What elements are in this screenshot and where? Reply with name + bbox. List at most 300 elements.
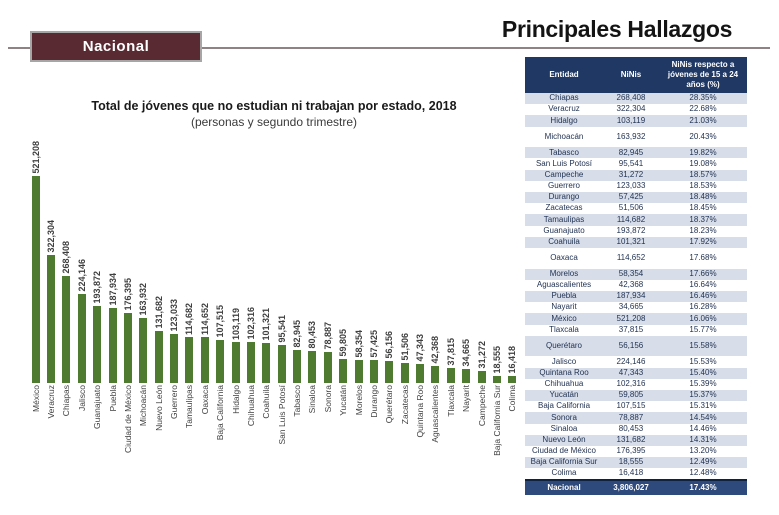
table-row xyxy=(525,356,747,367)
chart-column xyxy=(397,333,412,383)
chart-title: Total de jóvenes que no estudian ni trabajan por estado, 2018 xyxy=(91,99,457,113)
x-axis-label: Ciudad de México xyxy=(122,385,133,454)
bar-value-label: 114,652 xyxy=(199,302,210,335)
cell-entidad: Jalisco xyxy=(551,356,577,366)
x-axis-label: Oaxaca xyxy=(199,385,210,415)
chart-column xyxy=(43,220,58,383)
x-axis-label: Tabasco xyxy=(292,385,303,417)
bar xyxy=(262,343,270,383)
column-header-pct: NiNis respecto a jóvenes de 15 a 24 años (%) xyxy=(659,57,747,93)
table-row xyxy=(525,379,747,390)
cell-entidad: Oaxaca xyxy=(550,252,578,262)
bar-value-label: 101,321 xyxy=(261,308,272,341)
x-label-cell xyxy=(43,385,58,419)
cell-ninis: 521,208 xyxy=(603,313,659,324)
bar-value-label: 103,119 xyxy=(230,307,241,340)
chart-column xyxy=(305,321,320,383)
cell-ninis: 47,343 xyxy=(603,368,659,379)
table-row xyxy=(525,446,747,457)
cell-pct: 18.48% xyxy=(659,192,747,203)
bar xyxy=(416,364,424,383)
cell-ninis: 193,872 xyxy=(616,225,646,235)
nacional-banner xyxy=(30,31,202,62)
x-label-cell xyxy=(382,385,397,423)
table-row xyxy=(525,291,747,302)
bar-value-label: 37,815 xyxy=(445,338,456,366)
bar xyxy=(462,369,470,383)
column-header-entidad: Entidad xyxy=(525,57,603,93)
x-label-cell xyxy=(412,385,427,437)
x-label-cell xyxy=(428,385,443,443)
chart-column xyxy=(366,330,381,383)
x-axis-label: Jalisco xyxy=(76,385,87,411)
cell-entidad: Nuevo León xyxy=(525,435,603,446)
bar xyxy=(447,368,455,383)
cell-pct: 15.77% xyxy=(689,324,717,334)
cell-ninis: 82,945 xyxy=(603,147,659,158)
cell-pct: 21.03% xyxy=(659,115,747,126)
bar-value-label: 102,316 xyxy=(245,307,256,340)
bar-value-label: 57,425 xyxy=(368,330,379,358)
x-axis-label: Sinaloa xyxy=(307,385,318,414)
cell-entidad: Yucatán xyxy=(525,390,603,401)
cell-entidad: San Luis Potosí xyxy=(535,158,593,168)
chart-column xyxy=(59,241,74,383)
x-label-cell xyxy=(336,385,351,416)
cell-entidad: Coahuila xyxy=(525,237,603,248)
x-label-cell xyxy=(489,385,504,456)
cell-ninis: 95,541 xyxy=(618,158,644,168)
bar-value-label: 187,934 xyxy=(107,273,118,306)
x-axis-label: Yucatán xyxy=(338,385,349,416)
table-row xyxy=(525,147,747,158)
bar xyxy=(201,337,209,383)
x-label-cell xyxy=(166,385,181,419)
bar xyxy=(216,340,224,383)
x-axis-label: Zacatecas xyxy=(399,385,410,425)
bar-value-label: 224,146 xyxy=(76,259,87,292)
table-row xyxy=(525,280,747,291)
table-row xyxy=(525,457,747,468)
table-row xyxy=(525,401,747,412)
cell-ninis: 107,515 xyxy=(616,401,646,411)
x-axis-label: Chihuahua xyxy=(245,385,256,427)
x-label-cell xyxy=(59,385,74,416)
cell-ninis: 31,272 xyxy=(603,170,659,181)
x-label-cell xyxy=(136,385,151,426)
bar-value-label: 59,805 xyxy=(338,329,349,357)
cell-entidad: Colima xyxy=(551,468,577,478)
chart-column xyxy=(228,308,243,383)
chart-column xyxy=(197,303,212,383)
bar-value-label: 123,033 xyxy=(169,299,180,332)
cell-entidad: Quintana Roo xyxy=(525,368,603,379)
cell-entidad: Querétaro xyxy=(525,336,603,357)
footer-ninis: 3,806,027 xyxy=(603,480,659,495)
cell-pct: 18.53% xyxy=(689,181,717,191)
cell-ninis: 163,932 xyxy=(616,131,646,141)
table-row xyxy=(525,214,747,225)
cell-entidad: Baja California Sur xyxy=(525,457,603,468)
cell-entidad: Puebla xyxy=(525,291,603,302)
chart-column xyxy=(289,320,304,383)
cell-pct: 17.68% xyxy=(689,252,717,262)
cell-pct: 19.08% xyxy=(689,158,717,168)
cell-entidad: Ciudad de México xyxy=(531,446,597,456)
cell-ninis: 80,453 xyxy=(618,423,644,433)
bar xyxy=(47,255,55,383)
bar xyxy=(247,342,255,383)
x-axis-label: San Luis Potosí xyxy=(276,385,287,445)
findings-table xyxy=(525,57,747,495)
cell-pct: 16.46% xyxy=(659,291,747,302)
x-label-cell xyxy=(243,385,258,426)
cell-entidad: Tamaulipas xyxy=(525,214,603,225)
chart-column xyxy=(336,329,351,383)
cell-pct: 15.37% xyxy=(659,390,747,401)
cell-entidad: Tabasco xyxy=(525,147,603,158)
x-axis-label: Colima xyxy=(507,385,518,412)
cell-ninis: 42,368 xyxy=(618,280,644,290)
cell-pct: 18.23% xyxy=(689,225,717,235)
x-label-cell xyxy=(474,385,489,426)
x-axis-label: Quintana Roo xyxy=(415,385,426,438)
chart-column xyxy=(351,330,366,383)
cell-pct: 17.92% xyxy=(659,237,747,248)
chart-column xyxy=(505,346,520,383)
cell-ninis: 51,506 xyxy=(618,203,644,213)
bar xyxy=(401,363,409,383)
x-axis-label: México xyxy=(30,385,41,412)
cell-ninis: 59,805 xyxy=(603,390,659,401)
table-row xyxy=(525,368,747,379)
x-label-cell xyxy=(351,385,366,415)
x-axis-label: Sonora xyxy=(322,385,333,413)
bar-value-label: 16,418 xyxy=(507,346,518,374)
cell-entidad: Guerrero xyxy=(547,181,580,191)
x-label-cell xyxy=(213,385,228,440)
x-axis-label: Baja California xyxy=(215,385,226,441)
cell-ninis: 131,682 xyxy=(603,435,659,446)
cell-ninis: 322,304 xyxy=(616,104,646,114)
table-row xyxy=(525,115,747,126)
table-header-row xyxy=(525,57,747,93)
bar xyxy=(324,352,332,383)
cell-ninis: 102,316 xyxy=(616,379,646,389)
table-row xyxy=(525,237,747,248)
chart-column xyxy=(213,305,228,383)
chart-xlabels xyxy=(28,385,520,467)
chart-subtitle: (personas y segundo trimestre) xyxy=(190,115,358,129)
cell-pct: 14.54% xyxy=(659,412,747,423)
bar-value-label: 107,515 xyxy=(215,305,226,338)
nacional-banner-label: Nacional xyxy=(82,38,150,55)
chart-column xyxy=(259,308,274,383)
x-axis-label: Coahuila xyxy=(261,385,272,419)
table-row xyxy=(525,468,747,480)
cell-entidad: Durango xyxy=(525,192,603,203)
cell-ninis: 268,408 xyxy=(603,93,659,104)
cell-pct: 16.28% xyxy=(689,302,717,312)
table-row xyxy=(525,269,747,280)
x-label-cell xyxy=(320,385,335,412)
table-footer-row xyxy=(525,480,747,495)
table-row xyxy=(525,158,747,169)
bar-value-label: 521,208 xyxy=(30,141,41,174)
cell-ninis: 123,033 xyxy=(616,181,646,191)
cell-ninis: 56,156 xyxy=(603,336,659,357)
cell-ninis: 187,934 xyxy=(603,291,659,302)
x-label-cell xyxy=(151,385,166,431)
chart-column xyxy=(459,339,474,383)
cell-ninis: 18,555 xyxy=(603,457,659,468)
bar xyxy=(170,334,178,383)
bar-value-label: 47,343 xyxy=(415,334,426,362)
chart-column xyxy=(120,278,135,383)
cell-entidad: Aguascalientes xyxy=(536,280,592,290)
page-title: Principales Hallazgos xyxy=(501,16,733,42)
bar xyxy=(93,306,101,383)
chart-column xyxy=(428,336,443,383)
x-label-cell xyxy=(182,385,197,428)
bar xyxy=(293,350,301,383)
cell-entidad: Chihuahua xyxy=(544,379,584,389)
cell-entidad: Hidalgo xyxy=(525,115,603,126)
cell-pct: 12.49% xyxy=(659,457,747,468)
bar xyxy=(370,360,378,383)
bar-value-label: 82,945 xyxy=(292,320,303,348)
cell-entidad: Morelos xyxy=(525,269,603,280)
x-label-cell xyxy=(274,385,289,445)
cell-entidad: Chiapas xyxy=(525,93,603,104)
x-label-cell xyxy=(459,385,474,412)
x-axis-label: Veracruz xyxy=(46,385,57,419)
bar-value-label: 193,872 xyxy=(92,271,103,304)
x-label-cell xyxy=(289,385,304,417)
bar-value-label: 34,665 xyxy=(461,339,472,367)
bar xyxy=(124,313,132,383)
cell-entidad: Veracruz xyxy=(548,104,580,114)
x-label-cell xyxy=(228,385,243,414)
x-axis-label: Tlaxcala xyxy=(445,385,456,417)
cell-pct: 28.35% xyxy=(659,93,747,104)
bar-value-label: 42,368 xyxy=(430,336,441,364)
chart-column xyxy=(28,141,43,383)
table-row xyxy=(525,313,747,324)
chart-column xyxy=(489,346,504,383)
x-label-cell xyxy=(74,385,89,411)
cell-pct: 18.57% xyxy=(659,170,747,181)
bar-value-label: 78,887 xyxy=(322,322,333,350)
table-row xyxy=(525,336,747,357)
chart-column xyxy=(382,331,397,383)
chart-column xyxy=(74,259,89,383)
table-row xyxy=(525,104,747,115)
bar xyxy=(493,376,501,383)
x-axis-label: Baja California Sur xyxy=(491,385,502,456)
table-row xyxy=(525,390,747,401)
cell-pct: 14.46% xyxy=(689,423,717,433)
chart-plot xyxy=(28,133,520,383)
table-body xyxy=(525,93,747,480)
cell-ninis: 58,354 xyxy=(603,269,659,280)
x-label-cell xyxy=(505,385,520,411)
x-label-cell xyxy=(305,385,320,413)
table-row xyxy=(525,412,747,423)
cell-entidad: Sinaloa xyxy=(550,423,578,433)
x-label-cell xyxy=(197,385,212,414)
chart-column xyxy=(274,315,289,383)
chart-column xyxy=(412,334,427,383)
chart-column xyxy=(151,296,166,383)
cell-entidad: México xyxy=(525,313,603,324)
cell-pct: 18.37% xyxy=(659,214,747,225)
table-row xyxy=(525,226,747,237)
bar xyxy=(155,331,163,383)
cell-ninis: 114,652 xyxy=(616,252,646,262)
x-axis-label: Chiapas xyxy=(61,385,72,417)
table-row xyxy=(525,424,747,435)
chart-column xyxy=(105,273,120,383)
x-axis-label: Puebla xyxy=(107,385,118,412)
cell-ninis: 34,665 xyxy=(618,302,644,312)
cell-entidad: Tlaxcala xyxy=(549,324,579,334)
chart-column xyxy=(166,299,181,383)
cell-ninis: 103,119 xyxy=(603,115,659,126)
cell-ninis: 114,682 xyxy=(603,214,659,225)
bar-value-label: 176,395 xyxy=(122,278,133,311)
cell-pct: 15.53% xyxy=(689,356,717,366)
bar xyxy=(232,342,240,383)
cell-ninis: 101,321 xyxy=(603,237,659,248)
x-axis-label: Tamaulipas xyxy=(184,385,195,428)
bar xyxy=(278,345,286,383)
table-row xyxy=(525,203,747,214)
x-label-cell xyxy=(105,385,120,411)
chart-column xyxy=(474,341,489,383)
cell-entidad: Michoacán xyxy=(544,131,584,141)
bar xyxy=(109,308,117,383)
x-label-cell xyxy=(397,385,412,424)
x-label-cell xyxy=(28,385,43,412)
findings-table-panel xyxy=(525,57,747,495)
chart-column xyxy=(90,271,105,383)
table-row xyxy=(525,325,747,336)
table-row xyxy=(525,192,747,203)
cell-entidad: Nayarit xyxy=(551,302,577,312)
table-row xyxy=(525,248,747,269)
bar xyxy=(478,371,486,383)
bar-value-label: 56,156 xyxy=(384,331,395,359)
x-label-cell xyxy=(259,385,274,419)
x-axis-label: Nuevo León xyxy=(153,385,164,431)
table-row xyxy=(525,93,747,104)
cell-entidad: Baja California xyxy=(537,401,591,411)
column-header-ninis: NiNis xyxy=(603,57,659,93)
cell-ninis: 78,887 xyxy=(603,412,659,423)
x-label-cell xyxy=(443,385,458,417)
bar xyxy=(185,337,193,383)
cell-ninis: 16,418 xyxy=(618,468,644,478)
footer-entidad: Nacional xyxy=(525,480,603,495)
x-axis-label: Durango xyxy=(368,385,379,418)
x-label-cell xyxy=(90,385,105,429)
cell-pct: 17.66% xyxy=(659,269,747,280)
chart-column xyxy=(182,303,197,383)
x-axis-label: Aguascalientes xyxy=(430,385,441,443)
chart-column xyxy=(320,322,335,383)
bar-value-label: 131,682 xyxy=(153,296,164,329)
bar-value-label: 163,932 xyxy=(138,283,149,316)
x-label-cell xyxy=(120,385,135,453)
cell-pct: 16.64% xyxy=(689,280,717,290)
bar xyxy=(431,366,439,383)
table-row xyxy=(525,181,747,192)
table-row xyxy=(525,170,747,181)
bar-value-label: 268,408 xyxy=(61,241,72,274)
bar-value-label: 31,272 xyxy=(476,341,487,369)
cell-pct: 14.31% xyxy=(659,435,747,446)
cell-entidad: Zacatecas xyxy=(545,203,583,213)
cell-pct: 15.31% xyxy=(689,401,717,411)
x-axis-label: Guanajuato xyxy=(92,385,103,429)
cell-entidad: Guanajuato xyxy=(543,225,585,235)
cell-ninis: 37,815 xyxy=(618,324,644,334)
cell-ninis: 57,425 xyxy=(603,192,659,203)
cell-pct: 20.43% xyxy=(689,131,717,141)
bar-value-label: 51,506 xyxy=(399,333,410,361)
bar-chart xyxy=(28,133,520,467)
bar-value-label: 95,541 xyxy=(276,315,287,343)
bar xyxy=(139,318,147,383)
footer-pct: 17.43% xyxy=(659,480,747,495)
x-label-cell xyxy=(366,385,381,418)
table-row xyxy=(525,302,747,313)
chart-column xyxy=(243,307,258,383)
bar xyxy=(385,361,393,383)
table-row xyxy=(525,127,747,148)
bar xyxy=(355,360,363,383)
bar xyxy=(32,176,40,383)
cell-pct: 15.58% xyxy=(659,336,747,357)
x-axis-label: Hidalgo xyxy=(230,385,241,414)
x-axis-label: Nayarit xyxy=(461,385,472,412)
cell-pct: 16.06% xyxy=(659,313,747,324)
bar xyxy=(308,351,316,383)
x-axis-label: Guerrero xyxy=(169,385,180,420)
bar-value-label: 58,354 xyxy=(353,330,364,358)
cell-entidad: Campeche xyxy=(525,170,603,181)
cell-pct: 19.82% xyxy=(659,147,747,158)
bar xyxy=(508,376,516,383)
cell-pct: 13.20% xyxy=(689,446,717,456)
cell-ninis: 224,146 xyxy=(616,356,646,366)
bar-value-label: 114,682 xyxy=(184,302,195,335)
bar xyxy=(62,276,70,383)
cell-pct: 12.48% xyxy=(689,468,717,478)
x-axis-label: Querétaro xyxy=(384,385,395,424)
x-axis-label: Campeche xyxy=(476,385,487,427)
cell-pct: 15.40% xyxy=(659,368,747,379)
cell-ninis: 176,395 xyxy=(616,446,646,456)
cell-pct: 18.45% xyxy=(689,203,717,213)
cell-pct: 15.39% xyxy=(689,379,717,389)
chart-column xyxy=(443,338,458,383)
bar xyxy=(78,294,86,383)
x-axis-label: Michoacán xyxy=(138,385,149,427)
table-row xyxy=(525,435,747,446)
bar xyxy=(339,359,347,383)
